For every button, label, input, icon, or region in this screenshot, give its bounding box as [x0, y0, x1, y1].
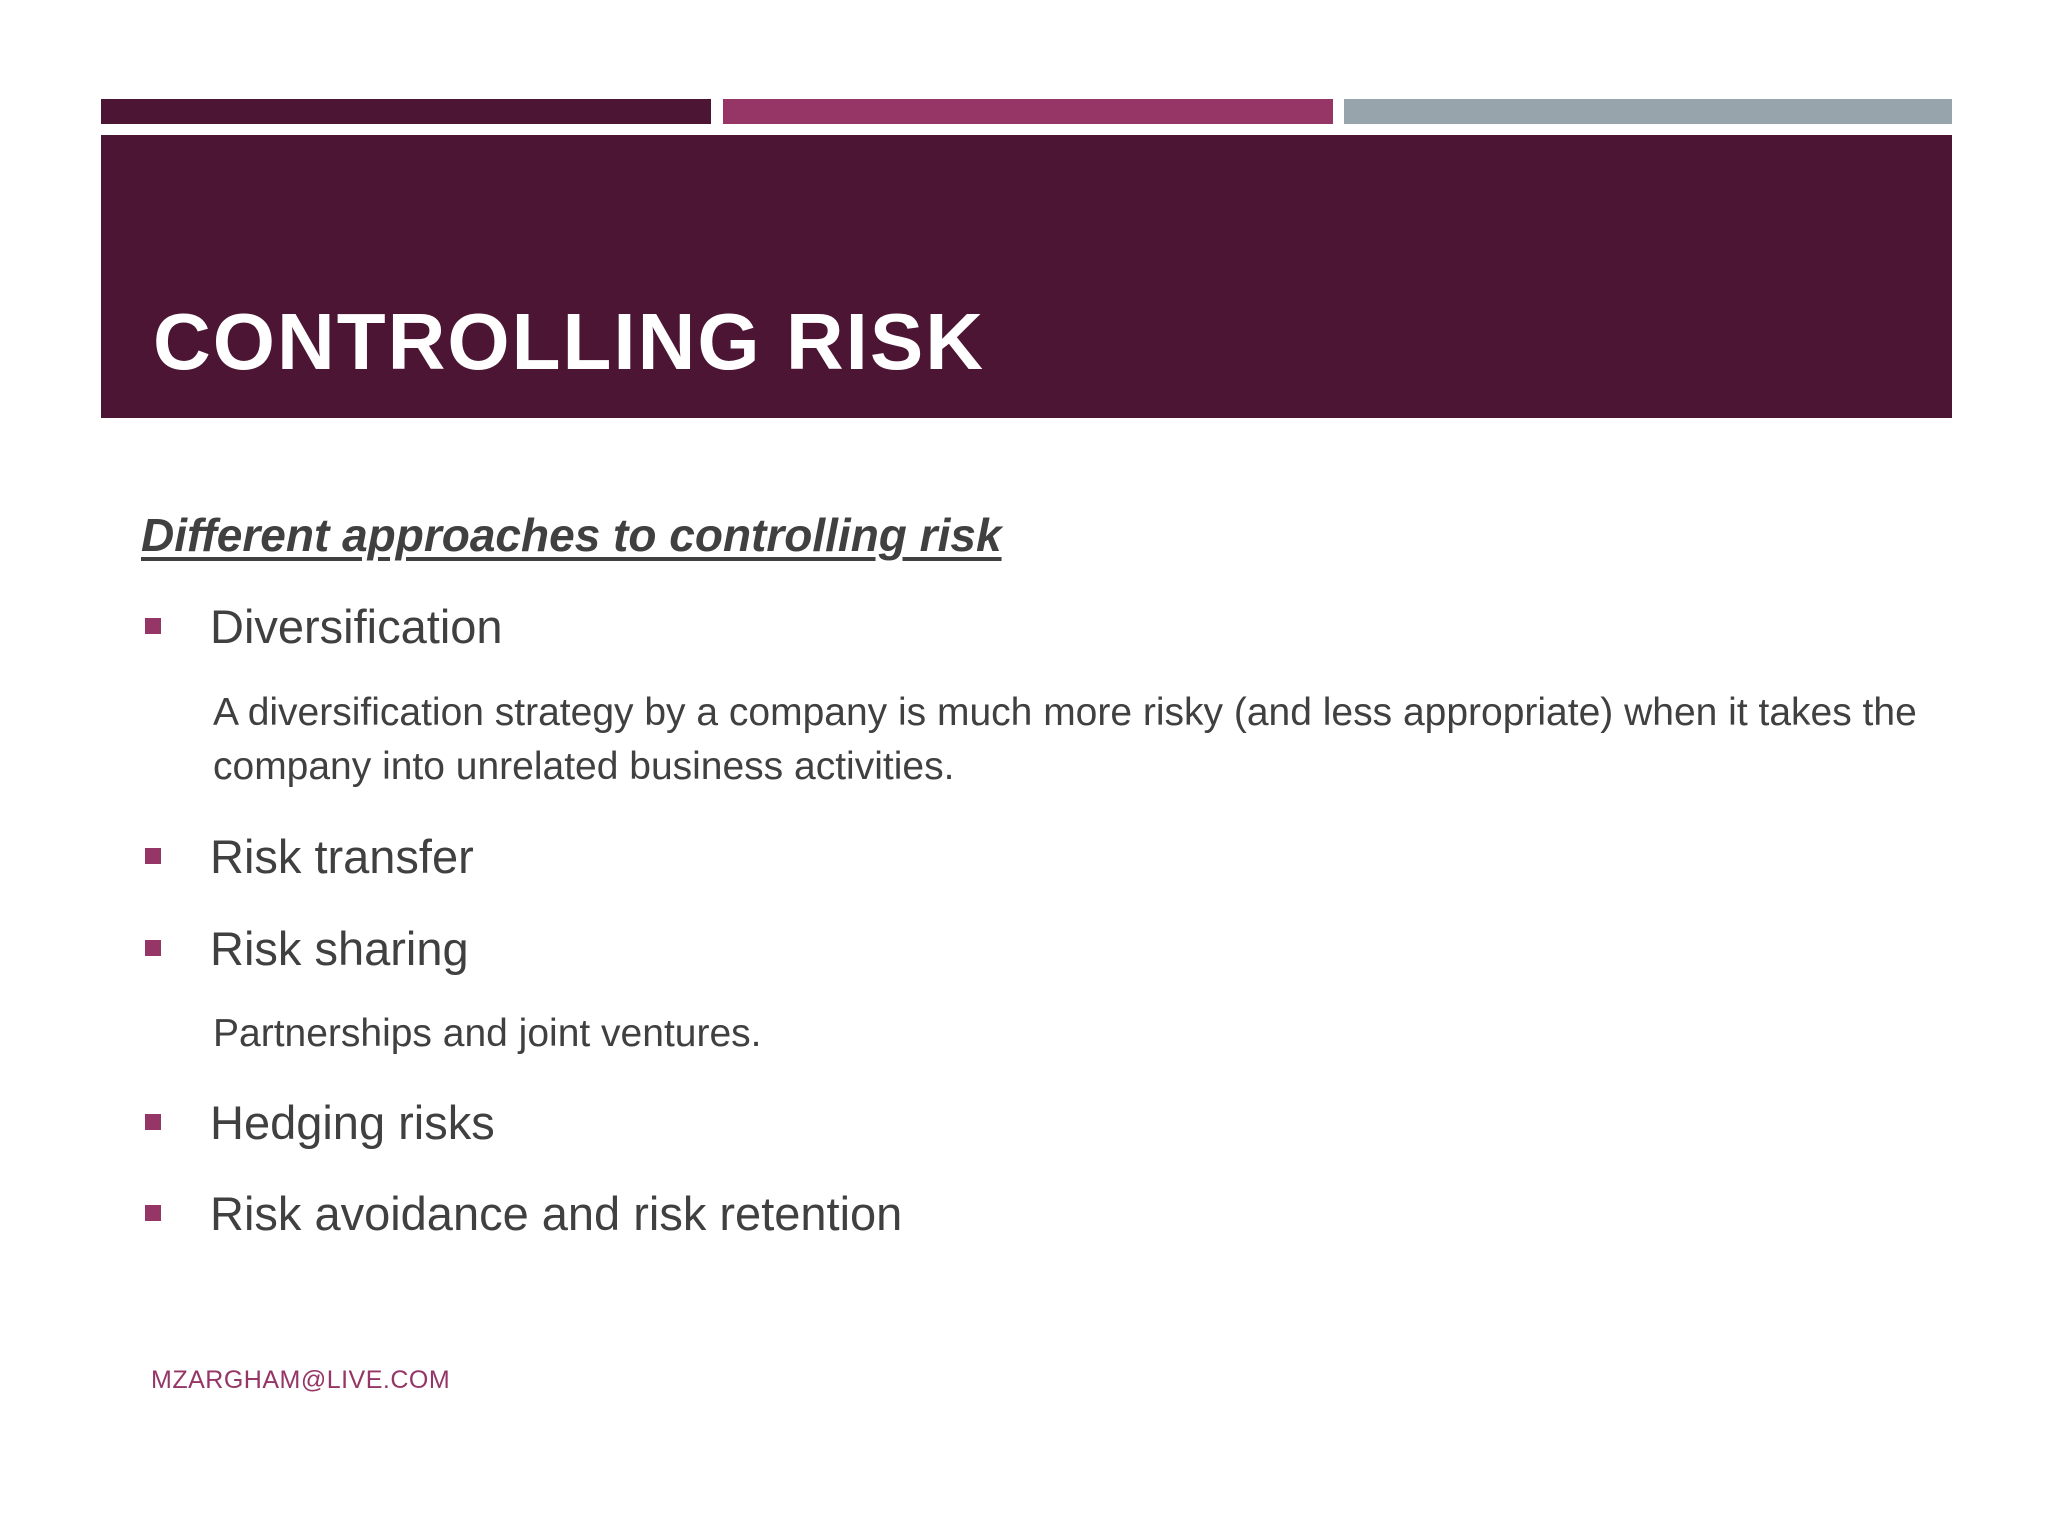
accent-bar-tertiary: [1344, 99, 1952, 124]
bullet-square-icon: [145, 618, 161, 634]
bullet-label: Diversification: [210, 599, 503, 653]
bullet-item-diversification: [145, 596, 503, 656]
bullet-square-icon: [145, 848, 161, 864]
bullet-square-icon: [145, 1205, 161, 1221]
bullet-item-risk-transfer: [145, 826, 474, 886]
bullet-label: Hedging risks: [210, 1095, 495, 1149]
bullet-description: Partnerships and joint ventures.: [213, 1012, 762, 1055]
bullet-label: Risk sharing: [210, 921, 469, 975]
accent-bar-primary: [101, 99, 711, 124]
bullet-item-risk-avoidance: [145, 1183, 903, 1243]
section-subtitle: Different approaches to controlling risk: [141, 509, 1002, 561]
bullet-square-icon: [145, 940, 161, 956]
slide-title: CONTROLLING RISK: [153, 297, 985, 386]
footer-email: MZARGHAM@LIVE.COM: [151, 1366, 451, 1394]
bullet-item-risk-sharing: [145, 918, 469, 978]
bullet-item-hedging-risks: [145, 1092, 495, 1152]
bullet-description: A diversification strategy by a company is much more risky (and less appropriate) when it takes the company into unrelated business activities.: [213, 691, 1917, 788]
title-band: [101, 135, 1952, 418]
bullet-label: Risk transfer: [210, 829, 474, 883]
bullet-square-icon: [145, 1114, 161, 1130]
accent-bar-secondary: [723, 99, 1333, 124]
bullet-label: Risk avoidance and risk retention: [210, 1186, 903, 1240]
